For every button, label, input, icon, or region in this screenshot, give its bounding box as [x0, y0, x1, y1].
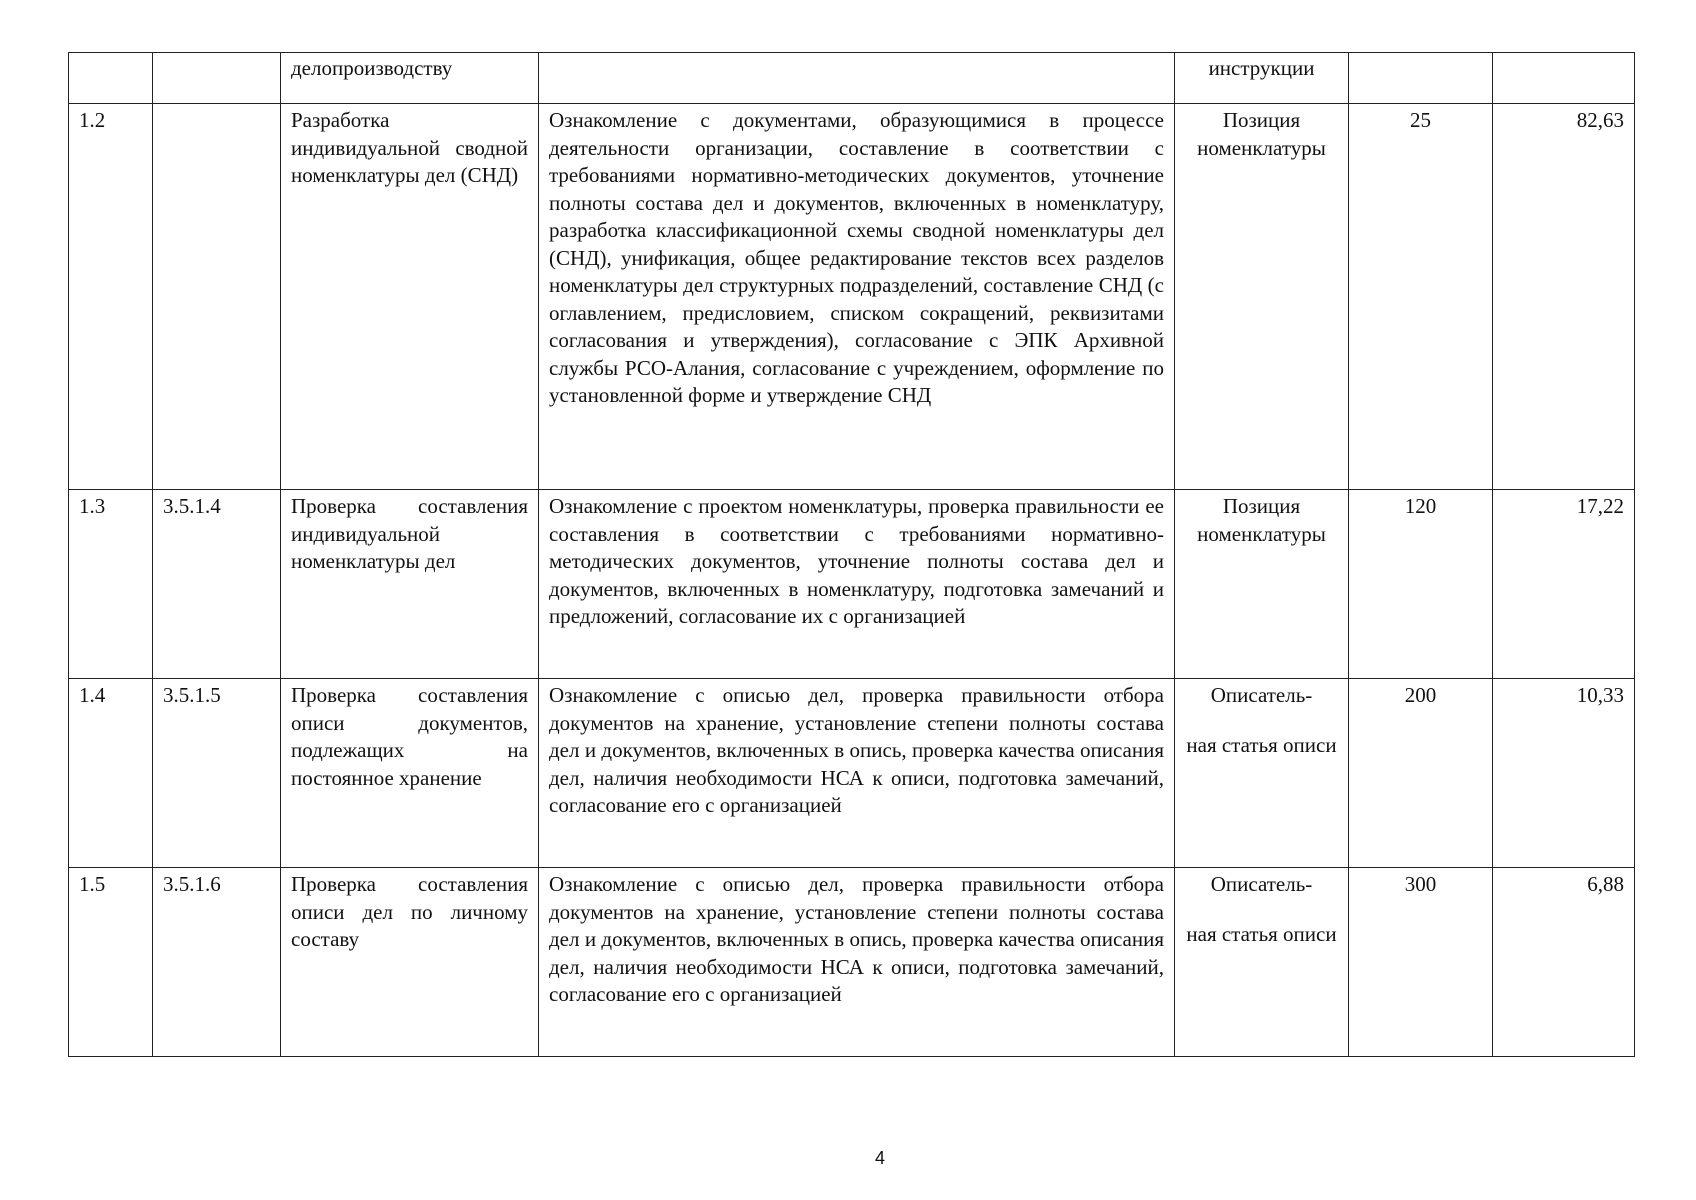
services-table	[68, 52, 1635, 1057]
row-unit-text-continued: ная статья описи	[1186, 732, 1337, 757]
row-code	[153, 104, 281, 490]
row-code: 3.5.1.5	[153, 679, 281, 868]
row-name: Проверка составления описи документов, подлежащих на постоянное хранение	[281, 679, 539, 868]
table-row	[69, 104, 1635, 490]
table-row	[69, 53, 1635, 104]
row-code: 3.5.1.4	[153, 490, 281, 679]
row-quantity: 200	[1349, 679, 1493, 868]
row-value	[1493, 53, 1635, 104]
row-number: 1.2	[69, 104, 153, 490]
row-unit	[1175, 490, 1349, 679]
row-quantity	[1349, 53, 1493, 104]
row-unit-text-continued: ная статья описи	[1186, 921, 1337, 946]
row-quantity: 25	[1349, 104, 1493, 490]
row-value: 82,63	[1493, 104, 1635, 490]
row-value: 6,88	[1493, 868, 1635, 1057]
unit-spacer	[1185, 899, 1338, 921]
row-unit-text: Позиция номенклатуры	[1197, 494, 1326, 546]
page-number: 4	[874, 1148, 885, 1168]
row-description: Ознакомление с описью дел, проверка правильности отбора документов на хранение, установление степени полноты состава дел и документов, включенных в опись, проверка качества описания дел, наличия необходимости НСА к описи, подготовка замечаний, согласование его с организацией	[539, 868, 1175, 1057]
row-name: делопроизводству	[281, 53, 539, 104]
row-unit	[1175, 868, 1349, 1057]
row-number: 1.5	[69, 868, 153, 1057]
row-name: Проверка составления индивидуальной номенклатуры дел	[281, 490, 539, 679]
row-name: Проверка составления описи дел по личному составу	[281, 868, 539, 1057]
row-code: 3.5.1.6	[153, 868, 281, 1057]
row-unit	[1175, 104, 1349, 490]
row-value: 17,22	[1493, 490, 1635, 679]
row-unit-text: Описатель-	[1210, 872, 1313, 896]
row-unit-text: инструкции	[1208, 56, 1315, 80]
row-unit	[1175, 679, 1349, 868]
row-code	[153, 53, 281, 104]
row-quantity: 120	[1349, 490, 1493, 679]
row-description	[539, 53, 1175, 104]
row-number	[69, 53, 153, 104]
row-description: Ознакомление с документами, образующимися в процессе деятельности организации, составление в соответствии с требованиями нормативно-методических документов, уточнение полноты состава дел и документов, включенных в номенклатуру, разработка классификационной схемы сводной номенклатуры дел (СНД), унификация, общее редактирование текстов всех разделов номенклатуры дел структурных подразделений, составление СНД (с оглавлением, предисловием, списком сокращений, реквизитами согласования и утверждения), согласование с ЭПК Архивной службы РСО-Алания, согласование с учреждением, оформление по установленной форме и утверждение СНД	[539, 104, 1175, 490]
row-unit-text: Позиция номенклатуры	[1197, 108, 1326, 160]
row-unit-text: Описатель-	[1210, 683, 1313, 707]
row-description: Ознакомление с описью дел, проверка правильности отбора документов на хранение, установление степени полноты состава дел и документов, включенных в опись, проверка качества описания дел, наличия необходимости НСА к описи, подготовка замечаний, согласование его с организацией	[539, 679, 1175, 868]
row-quantity: 300	[1349, 868, 1493, 1057]
unit-spacer	[1185, 710, 1338, 732]
row-value: 10,33	[1493, 679, 1635, 868]
row-number: 1.3	[69, 490, 153, 679]
row-number: 1.4	[69, 679, 153, 868]
row-unit	[1175, 53, 1349, 104]
table-row	[69, 868, 1635, 1057]
table-row	[69, 490, 1635, 679]
row-description: Ознакомление с проектом номенклатуры, проверка правильности ее составления в соответствии с требованиями нормативно-методических документов, уточнение полноты состава дел и документов, включенных в номенклатуру, подготовка замечаний и предложений, согласование их с организацией	[539, 490, 1175, 679]
table-row	[69, 679, 1635, 868]
row-name: Разработка индивидуальной сводной номенклатуры дел (СНД)	[281, 104, 539, 490]
